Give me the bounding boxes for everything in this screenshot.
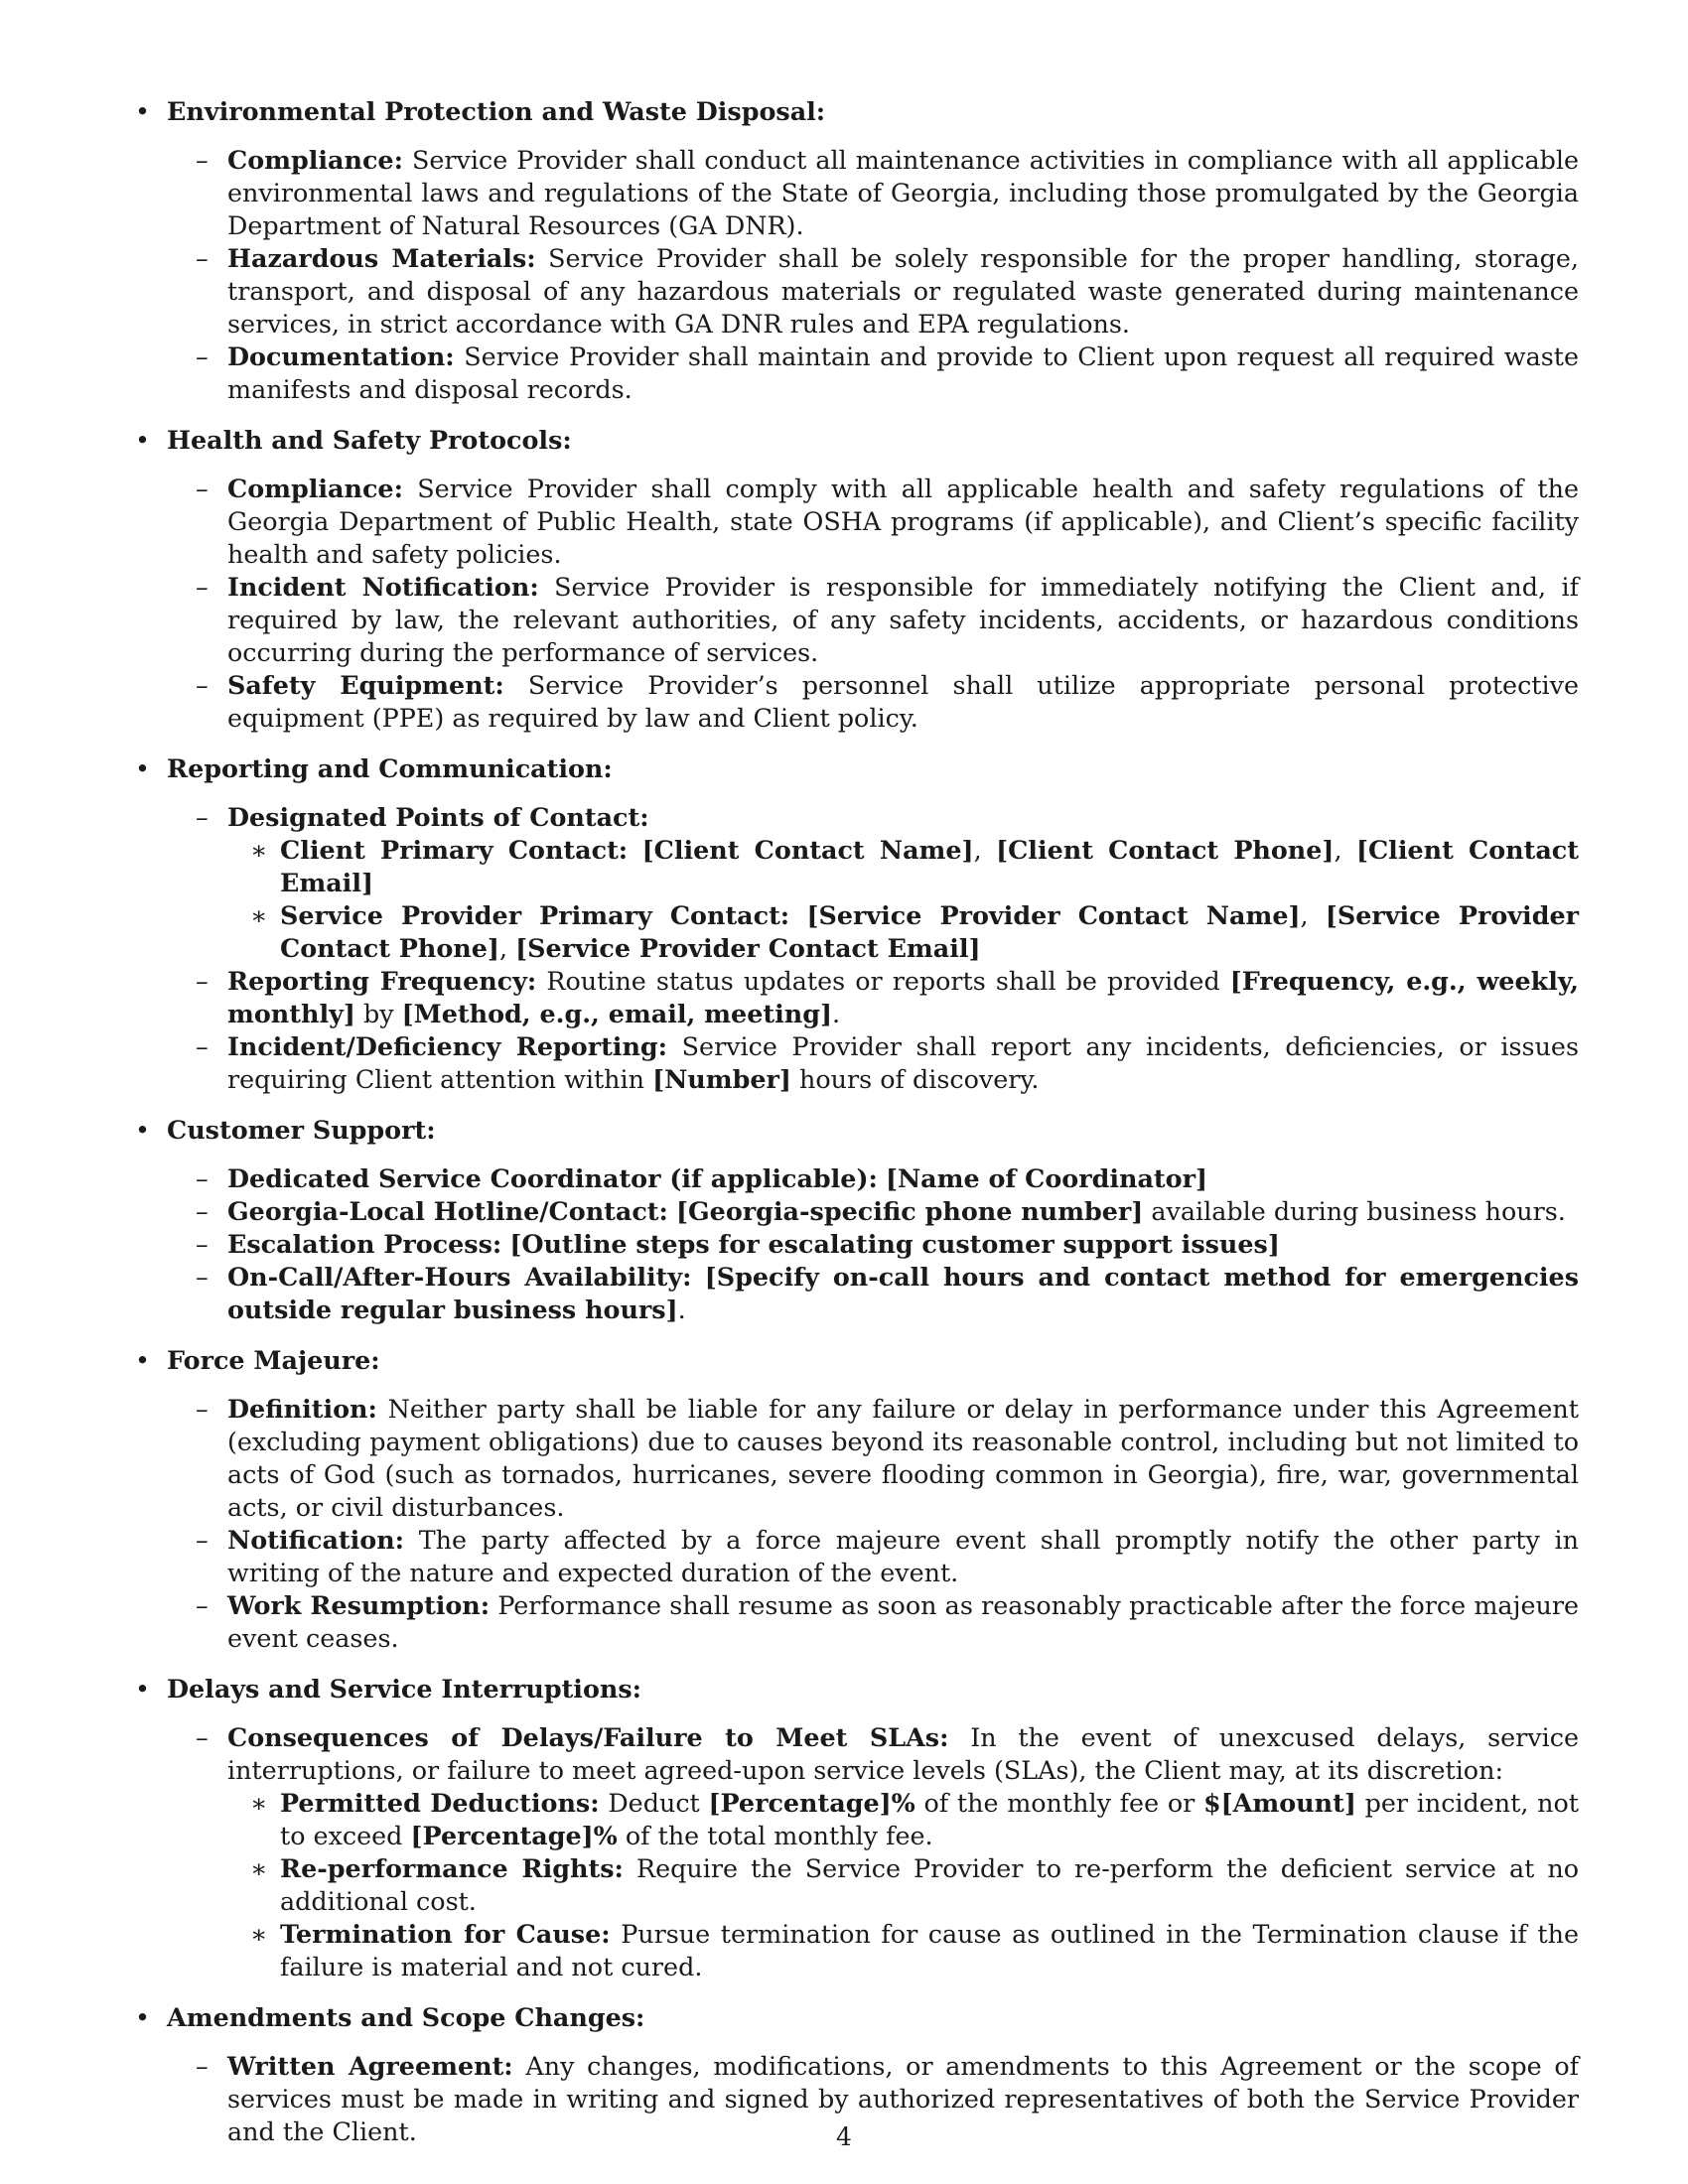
list-item: [196, 473, 1579, 571]
item-label: Escalation Process:: [227, 1229, 502, 1259]
section-items: [167, 1721, 1579, 1983]
asterisk-icon: ∗: [250, 1853, 268, 1883]
item-label: Documentation:: [227, 341, 455, 371]
list-item: [196, 242, 1579, 341]
section-heading: Force Majeure:: [167, 1345, 380, 1375]
provider-contact: ∗ Service Provider Primary Contact: [Service Provider Contact Name], [Service Provider Contact Phone], [Service Provider Contact Email]: [250, 900, 1579, 963]
bullet-icon: •: [135, 1345, 150, 1375]
document-body: [129, 95, 1579, 2166]
coordinator-placeholder: [Name of Coordinator]: [885, 1163, 1207, 1193]
item-label: Georgia-Local Hotline/Contact:: [227, 1196, 668, 1226]
number-placeholder: [Number]: [652, 1064, 791, 1094]
dash-icon: –: [196, 1590, 209, 1620]
item-text: Service Provider shall comply with all applicable health and safety regulations of the Georgia Department of Public Health, state OSHA programs (if applicable), and Client’s specific facility health and safety policies.: [227, 474, 1579, 569]
item-label: Compliance:: [227, 145, 403, 175]
percentage-placeholder: [Percentage]%: [708, 1788, 915, 1818]
dash-icon: –: [196, 243, 209, 273]
remedy-text: Pursue termination for cause as outlined in the Termination clause if the failure is material and not cured.: [280, 1919, 1579, 1981]
bullet-icon: •: [135, 1115, 150, 1145]
list-item: [196, 669, 1579, 735]
item-text: Service Provider’s personnel shall utilize appropriate personal protective equipment (PPE) as required by law and Client policy.: [227, 670, 1579, 733]
asterisk-icon: ∗: [250, 835, 268, 865]
item-label: Incident/Deficiency Reporting:: [227, 1031, 668, 1061]
item-label: Work Resumption:: [227, 1590, 491, 1620]
section-items: [167, 801, 1579, 1096]
dash-icon: –: [196, 1196, 209, 1226]
item-label: Hazardous Materials:: [227, 243, 536, 273]
remedy-reperformance: [250, 1852, 1580, 1918]
contact-label: Service Provider Primary Contact:: [280, 900, 790, 930]
item-label: Dedicated Service Coordinator (if applicable):: [227, 1163, 878, 1193]
dash-icon: –: [196, 1525, 209, 1555]
list-item-points-of-contact: [196, 801, 1579, 965]
item-text: Service Provider shall maintain and provide to Client upon request all required waste manifests and disposal records.: [227, 341, 1579, 404]
remedy-text: Deduct: [608, 1788, 700, 1818]
remedy-label: Termination for Cause:: [280, 1919, 611, 1949]
section-customer-support: [129, 1114, 1579, 1326]
list-item: [196, 1589, 1579, 1655]
item-label: On-Call/After-Hours Availability:: [227, 1262, 692, 1292]
item-text: Routine status updates or reports shall be provided: [546, 966, 1220, 996]
dash-icon: –: [196, 2051, 209, 2081]
list-item-hotline: [196, 1195, 1579, 1228]
item-label: Consequences of Delays/Failure to Meet SLAs:: [227, 1722, 949, 1752]
amount-placeholder: $[Amount]: [1202, 1788, 1356, 1818]
item-text: Service Provider shall be solely responsible for the proper handling, storage, transport, and disposal of any hazardous materials or regulated waste generated during maintenance services, in strict accordance with GA DNR rules and EPA regulations.: [227, 243, 1579, 339]
section-heading: Health and Safety Protocols:: [167, 425, 572, 455]
section-items: [167, 1393, 1579, 1655]
item-text: Service Provider is responsible for immediately notifying the Client and, if required by law, the relevant authorities, of any safety incidents, accidents, or hazardous conditions occurring during the performance of services.: [227, 572, 1579, 667]
item-text: Performance shall resume as soon as reasonably practicable after the force majeure event ceases.: [227, 1590, 1579, 1653]
contact-list: [227, 834, 1579, 965]
dash-icon: –: [196, 1031, 209, 1061]
item-label: Written Agreement:: [227, 2051, 513, 2081]
bullet-icon: •: [135, 2002, 150, 2032]
remedy-termination: [250, 1918, 1579, 1983]
list-item-escalation: [196, 1228, 1579, 1261]
remedy-text: Require the Service Provider to re-perform the deficient service at no additional cost.: [280, 1853, 1580, 1916]
bullet-icon: •: [135, 96, 150, 126]
item-text: available during business hours.: [1151, 1196, 1566, 1226]
section-items: [167, 144, 1579, 406]
item-text: Service Provider shall report any incidents, deficiencies, or issues requiring Client attention within: [227, 1031, 1579, 1094]
contact-email: [Client Contact Email]: [280, 835, 1579, 897]
contact-name: [Service Provider Contact Name]: [806, 900, 1301, 930]
remedy-text: per incident, not to exceed: [280, 1788, 1580, 1850]
item-label: Compliance:: [227, 474, 403, 503]
asterisk-icon: ∗: [250, 1919, 268, 1949]
list-item: [196, 1393, 1579, 1524]
contact-label: Client Primary Contact:: [280, 835, 629, 865]
asterisk-icon: ∗: [250, 900, 268, 930]
dash-icon: –: [196, 1394, 209, 1424]
section-items: [167, 473, 1579, 735]
section-heading: Delays and Service Interruptions:: [167, 1674, 642, 1704]
contact-phone: [Client Contact Phone]: [996, 835, 1335, 865]
item-label: Notification:: [227, 1525, 405, 1555]
section-force-majeure: [129, 1344, 1579, 1655]
remedy-list: [227, 1787, 1579, 1983]
list-item: [196, 1524, 1579, 1589]
remedy-label: Re-performance Rights:: [280, 1853, 624, 1883]
contact-name: [Client Contact Name]: [641, 835, 974, 865]
phone-placeholder: [Georgia-specific phone number]: [675, 1196, 1144, 1226]
dash-icon: –: [196, 966, 209, 996]
bullet-icon: •: [135, 753, 150, 783]
list-item: [196, 144, 1579, 242]
section-heading: Customer Support:: [167, 1115, 436, 1145]
item-label: Designated Points of Contact:: [227, 802, 649, 832]
section-delays: [129, 1673, 1579, 1983]
remedy-deductions: [250, 1787, 1580, 1852]
list-item-reporting-frequency: – Reporting Frequency: Routine status updates or reports shall be provided [Frequency, e.g., weekly, monthly] by [Method, e.g., email, meeting].: [196, 966, 1580, 1028]
dash-icon: –: [196, 1229, 209, 1259]
item-label: Reporting Frequency:: [227, 966, 537, 996]
list-item-coordinator: [196, 1162, 1579, 1195]
asterisk-icon: ∗: [250, 1788, 268, 1818]
contact-phone: [Service Provider Contact Phone]: [280, 900, 1579, 963]
bullet-icon: •: [135, 1674, 150, 1704]
list-item-consequences: [196, 1721, 1580, 1983]
list-item-on-call: – On-Call/After-Hours Availability: [Specify on-call hours and contact method for emergencies outside regular business hours].: [196, 1262, 1580, 1324]
dash-icon: –: [196, 474, 209, 503]
item-text: Any changes, modifications, or amendments to this Agreement or the scope of services must be made in writing and signed by authorized representatives of both the Service Provider and the Client.: [227, 2051, 1580, 2146]
item-text: hours of discovery.: [799, 1064, 1040, 1094]
dash-icon: –: [196, 145, 209, 175]
section-reporting: [129, 752, 1579, 1096]
item-text: Neither party shall be liable for any failure or delay in performance under this Agreement (excluding payment obligations) due to causes beyond its reasonable control, including but not limited to acts of God (such as tornados, hurricanes, severe flooding common in Georgia), fire, war, governmental acts, or civil disturbances.: [227, 1394, 1579, 1522]
dash-icon: –: [196, 1722, 209, 1752]
section-items: [167, 1162, 1579, 1326]
frequency-placeholder: [Frequency, e.g., weekly, monthly]: [227, 966, 1580, 1028]
section-heading: Environmental Protection and Waste Disposal:: [167, 96, 826, 126]
section-health-safety: [129, 424, 1579, 735]
method-placeholder: [Method, e.g., email, meeting]: [401, 999, 832, 1028]
remedy-text: of the total monthly fee.: [625, 1821, 933, 1850]
item-label: Definition:: [227, 1394, 377, 1424]
list-item-incident-reporting: [196, 1030, 1579, 1096]
remedy-label: Permitted Deductions:: [280, 1788, 600, 1818]
dash-icon: –: [196, 1262, 209, 1292]
client-contact: ∗ Client Primary Contact: [Client Contact Name], [Client Contact Phone], [Client Contact Email]: [250, 835, 1579, 897]
section-environmental: [129, 95, 1579, 406]
item-text: by: [362, 999, 394, 1028]
dash-icon: –: [196, 670, 209, 700]
page-number: 4: [836, 2122, 852, 2151]
item-label: Incident Notification:: [227, 572, 539, 602]
dash-icon: –: [196, 572, 209, 602]
bullet-icon: •: [135, 425, 150, 455]
item-text: The party affected by a force majeure event shall promptly notify the other party in writing of the nature and expected duration of the event.: [227, 1525, 1579, 1587]
contact-email: [Service Provider Contact Email]: [515, 933, 981, 963]
on-call-placeholder: [Specify on-call hours and contact method for emergencies outside regular business hours]: [227, 1262, 1580, 1324]
section-heading: Amendments and Scope Changes:: [167, 2002, 645, 2032]
dash-icon: –: [196, 341, 209, 371]
item-label: Safety Equipment:: [227, 670, 504, 700]
item-text: In the event of unexcused delays, service interruptions, or failure to meet agreed-upon service levels (SLAs), the Client may, at its discretion:: [227, 1722, 1579, 1785]
remedy-text: of the monthly fee or: [923, 1788, 1196, 1818]
dash-icon: –: [196, 1163, 209, 1193]
list-item: [196, 571, 1579, 669]
list-item: [196, 341, 1579, 406]
escalation-placeholder: [Outline steps for escalating customer support issues]: [509, 1229, 1280, 1259]
dash-icon: –: [196, 802, 209, 832]
item-text: Service Provider shall conduct all maintenance activities in compliance with all applicable environmental laws and regulations of the State of Georgia, including those promulgated by the Georgia Department of Natural Resources (GA DNR).: [227, 145, 1579, 240]
section-heading: Reporting and Communication:: [167, 753, 613, 783]
percentage-placeholder: [Percentage]%: [410, 1821, 618, 1850]
